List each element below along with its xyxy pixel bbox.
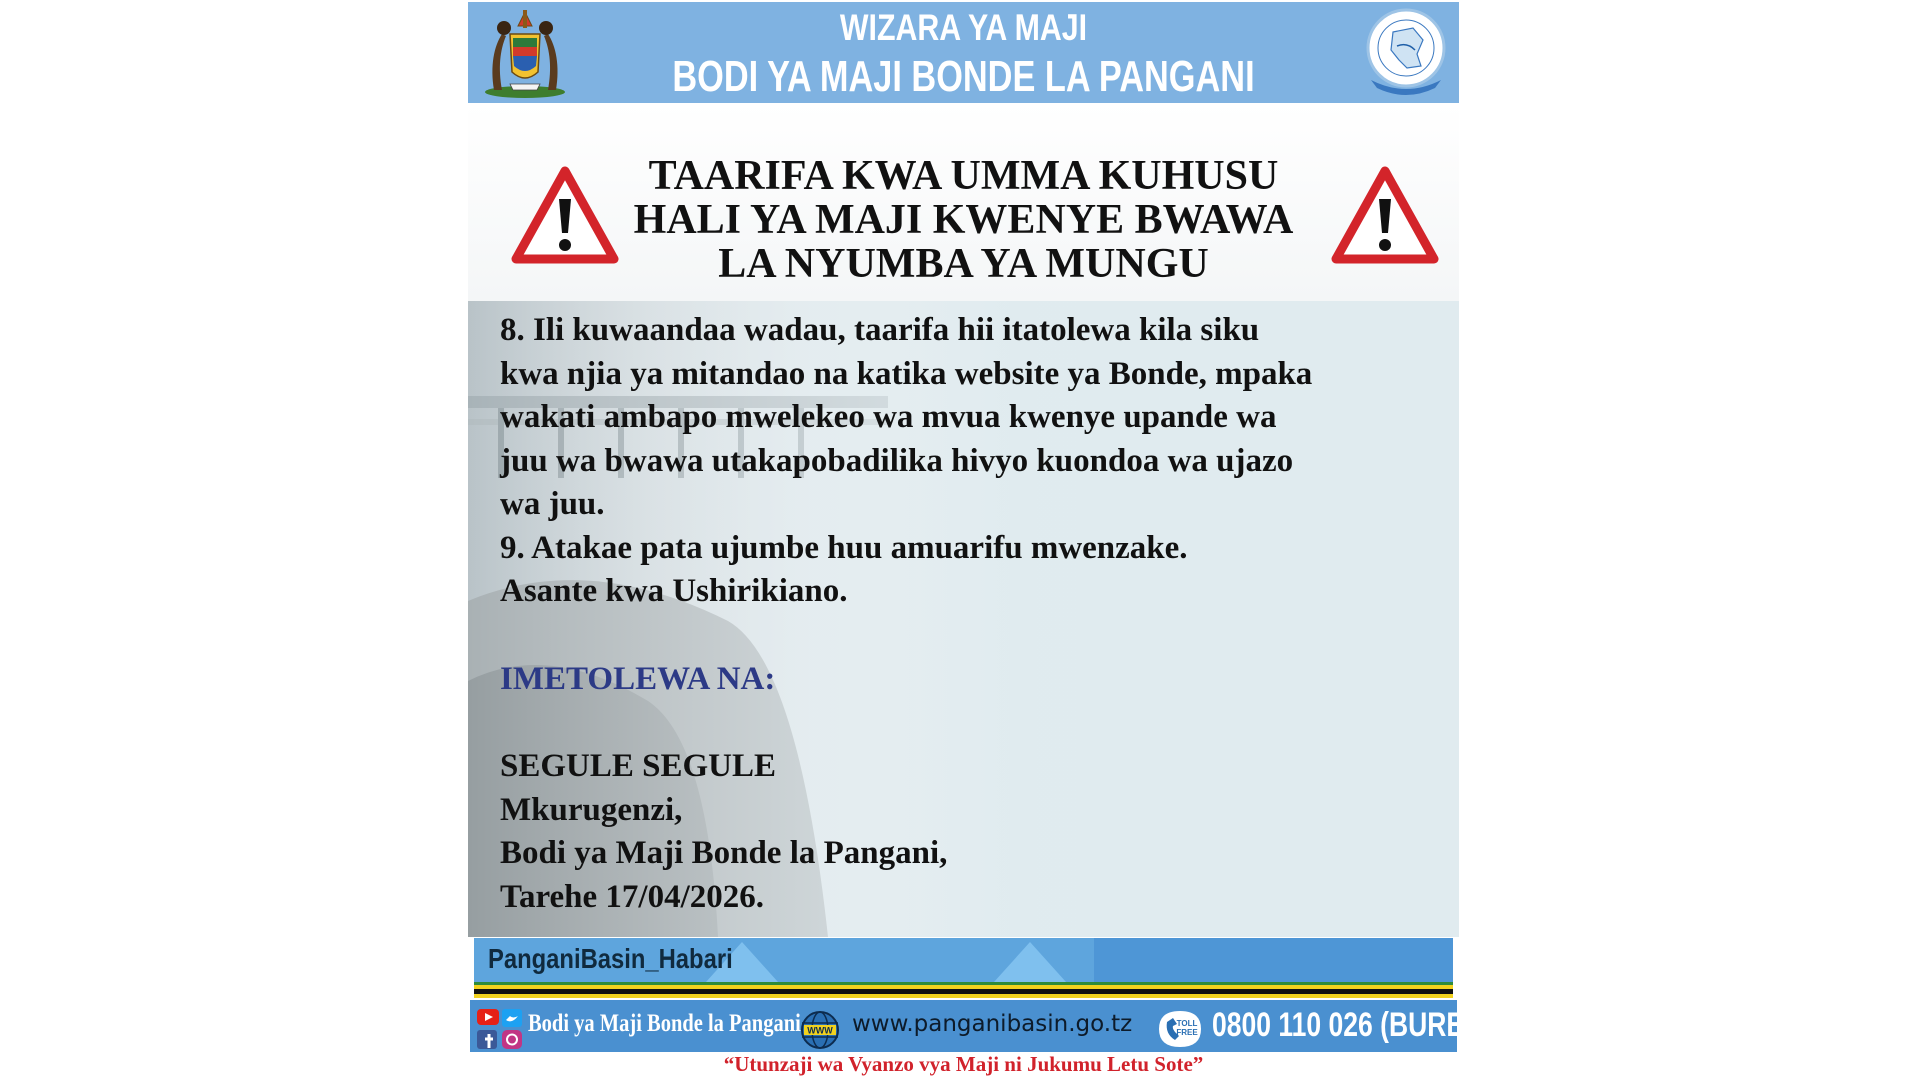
body-line: 9. Atakae pata ujumbe huu amuarifu mwenzake. — [500, 529, 1188, 566]
notice-poster — [468, 0, 1473, 1076]
website-link[interactable]: www.panganibasin.go.tz — [852, 1011, 1133, 1037]
body-line: juu wa bwawa utakapobadilika hivyo kuondoa wa ujazo — [500, 442, 1294, 479]
title-line: TAARIFA KWA UMMA KUHUSU — [648, 153, 1279, 199]
notice-date: Tarehe 17/04/2026. — [500, 878, 765, 915]
toll-free-text: TOLL FREE — [1176, 1019, 1198, 1037]
www-badge-text: WWW — [807, 1025, 833, 1036]
notice-body — [468, 301, 1459, 937]
phone-number[interactable]: 0800 110 026 (BURE) — [1212, 1006, 1473, 1044]
signer-organization: Bodi ya Maji Bonde la Pangani, — [500, 835, 948, 871]
board-name-footer: Bodi ya Maji Bonde la Pangani — [528, 1010, 801, 1037]
toll-free-icon — [1155, 1008, 1205, 1050]
notice-title — [468, 154, 1459, 286]
social-handle-bar — [474, 938, 1453, 982]
body-line: kwa njia ya mitandao na katika website ya Bonde, mpaka — [500, 355, 1313, 392]
issued-by-label: IMETOLEWA NA: — [500, 660, 776, 697]
globe-icon — [800, 1010, 840, 1050]
body-line: Asante kwa Ushirikiano. — [500, 573, 848, 609]
ministry-name: WIZARA YA MAJI — [839, 7, 1088, 48]
social-media-icons[interactable] — [476, 1008, 524, 1050]
social-handle: PanganiBasin_Habari — [488, 943, 733, 974]
slogan: “Utunzaji wa Vyanzo vya Maji ni Jukumu Letu Sote” — [723, 1052, 1204, 1076]
title-line: LA NYUMBA YA MUNGU — [718, 241, 1209, 287]
title-line: HALI YA MAJI KWENYE BWAWA — [633, 197, 1294, 243]
body-line: wakati ambapo mwelekeo wa mvua kwenye upande wa — [500, 399, 1277, 435]
flag-stripes — [474, 982, 1453, 998]
contact-bar — [470, 1000, 1473, 1052]
board-name-heading: BODI YA MAJI BONDE LA PANGANI — [672, 52, 1255, 101]
header-banner — [468, 2, 1459, 103]
body-line: wa juu. — [500, 486, 605, 522]
water-board-seal-icon — [1363, 6, 1449, 98]
signer-name: SEGULE SEGULE — [500, 748, 777, 784]
signer-title: Mkurugenzi, — [500, 791, 683, 828]
body-line: 8. Ili kuwaandaa wadau, taarifa hii itatolewa kila siku — [500, 312, 1260, 348]
notice-text — [500, 309, 1455, 919]
